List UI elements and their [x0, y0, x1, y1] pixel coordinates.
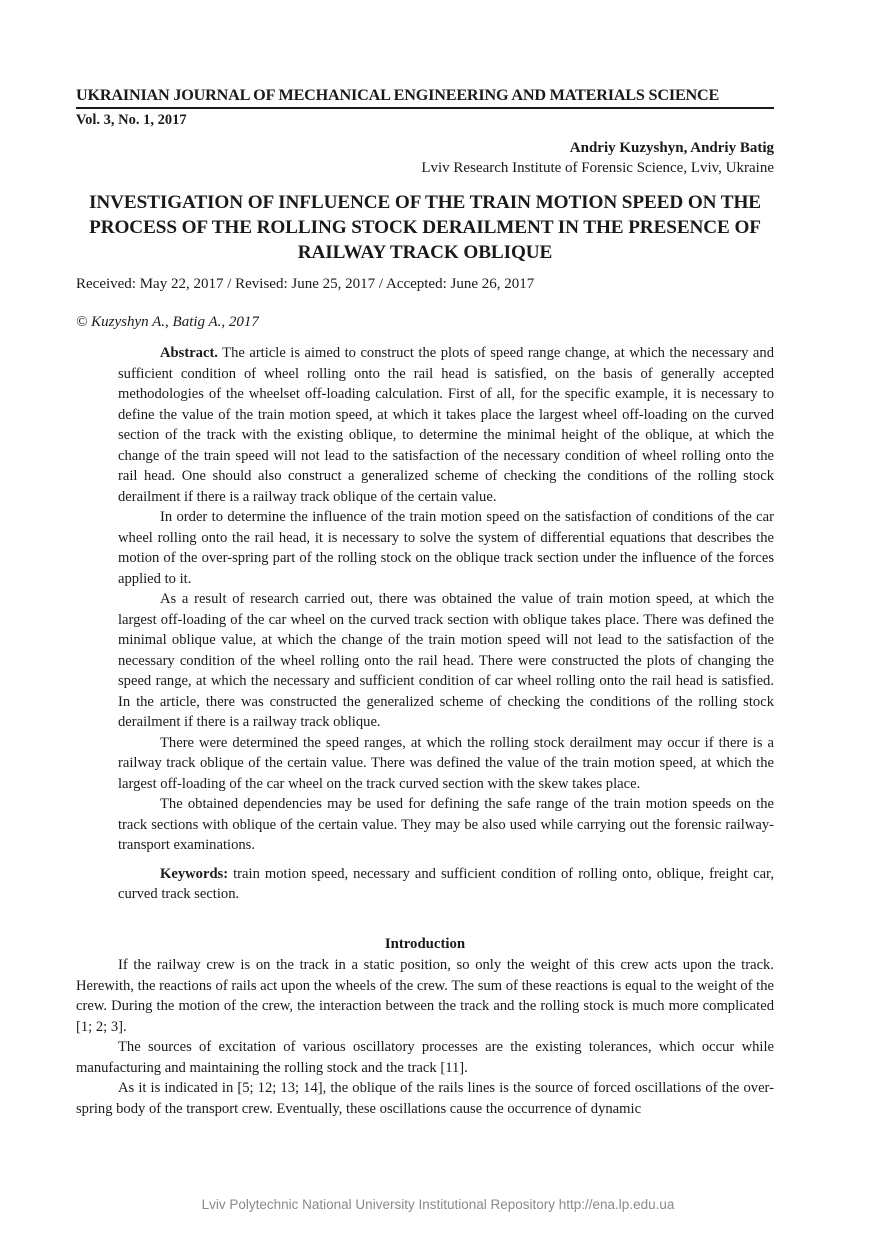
repository-footer: Lviv Polytechnic National University Institutional Repository http://ena.lp.edu.ua	[201, 1197, 675, 1212]
abstract	[118, 343, 774, 905]
body-paragraph: If the railway crew is on the track in a static position, so only the weight of this crew acts upon the track. Herewith, the reactions of rails act upon the wheels of the crew. The sum of these reactions is equal to the weight of the crew. During the motion of the crew, the interaction between the track and the rolling stock is much more complicated [1; 2; 3].	[76, 957, 774, 1035]
abstract-label: Abstract.	[160, 345, 218, 361]
volume-info: Vol. 3, No. 1, 2017	[76, 112, 187, 128]
keywords	[118, 864, 774, 905]
keywords-text: train motion speed, necessary and sufficient condition of rolling onto, oblique, freight car, curved track section.	[118, 865, 774, 902]
abstract-paragraph	[118, 343, 774, 507]
abstract-paragraph: There were determined the speed ranges, at which the rolling stock derailment may occur if there is a railway track oblique of the certain value. There was defined the value of the train motion speed, at which the largest off-loading of the car wheel on the track curved section with the skew takes place.	[118, 734, 774, 792]
affiliation: Lviv Research Institute of Forensic Science, Lviv, Ukraine	[421, 160, 774, 176]
body-paragraph: The sources of excitation of various oscillatory processes are the existing tolerances, which occur while manufacturing and maintaining the rolling stock and the track [11].	[76, 1039, 774, 1076]
authors: Andriy Kuzyshyn, Andriy Batig	[569, 140, 774, 156]
header-rule	[76, 107, 774, 109]
introduction-section	[76, 933, 774, 1119]
section-heading: Introduction	[384, 936, 466, 952]
abstract-text: The article is aimed to construct the plots of speed range change, at which the necessary and sufficient condition of wheel rolling onto the rail head is satisfied, on the basis of generally accepted methodologies of the wheelset off-loading calculation. First of all, for the specific example, it is necessary to define the value of the train motion speed, at which it takes place the largest wheel off-loading on the curved section of the track with the existing oblique, to determine the minimal height of the oblique, at which the change of the train speed will not lead to the satisfaction of the necessary condition of wheel rolling onto the rail head. One should also construct a generalized scheme of checking the conditions of the rolling stock derailment if there is a railway track oblique of the certain value.	[118, 345, 774, 505]
body-paragraph: As it is indicated in [5; 12; 13; 14], the oblique of the rails lines is the source of forced oscillations of the over-spring body of the transport crew. Eventually, these oscillations cause the occurrence of dynamic	[76, 1080, 774, 1117]
publication-dates: Received: May 22, 2017 / Revised: June 25, 2017 / Accepted: June 26, 2017	[76, 276, 535, 292]
abstract-paragraph: The obtained dependencies may be used for defining the safe range of the train motion speeds on the track sections with oblique of the certain value. They may be also used while carrying out the forensic railway-transport examinations.	[118, 796, 774, 853]
abstract-paragraph: In order to determine the influence of the train motion speed on the satisfaction of conditions of the car wheel rolling onto the rail head, it is necessary to solve the system of differential equations that describes the motion of the over-spring part of the rolling stock on the oblique track section under the influence of the forces applied to it.	[118, 509, 774, 587]
journal-title: UKRAINIAN JOURNAL OF MECHANICAL ENGINEERING AND MATERIALS SCIENCE	[76, 86, 720, 104]
copyright: © Kuzyshyn A., Batig A., 2017	[76, 314, 259, 330]
keywords-label: Keywords:	[160, 865, 229, 882]
paper-title: INVESTIGATION OF INFLUENCE OF THE TRAIN MOTION SPEED ON THE PROCESS OF THE ROLLING STOCK DERAILMENT IN THE PRESENCE OF RAILWAY TRACK OBLIQUE	[88, 192, 761, 263]
abstract-paragraph: As a result of research carried out, there was obtained the value of train motion speed, at which the largest off-loading of the car wheel on the curved track section with oblique takes place. There was defined the minimal oblique value, at which the change of the train motion speed will not lead to the satisfaction of the necessary condition of the wheel rolling onto the rail head. There were constructed the plots of changing the speed range, at which the necessary and sufficient condition of car wheel rolling onto the rail head is satisfied. In the article, there was constructed the generalized scheme of checking the conditions of the rolling stock derailment if there is a railway track oblique.	[118, 591, 774, 730]
